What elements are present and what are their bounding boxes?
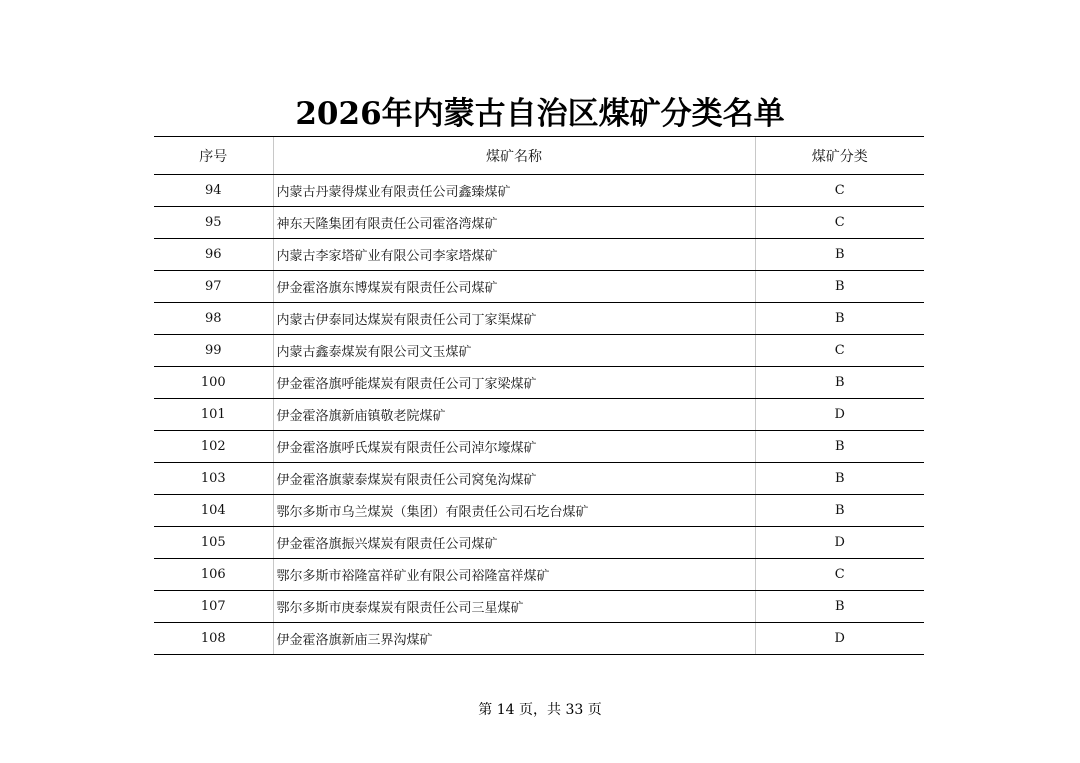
row-number: 99 [154, 335, 273, 367]
mine-classification: B [755, 239, 924, 271]
table-header-row [154, 137, 924, 175]
table-row [154, 207, 924, 239]
mine-classification: B [755, 591, 924, 623]
page-indicator: 第 14 页，共 33 页 [478, 702, 602, 718]
row-number: 106 [154, 559, 273, 591]
row-number: 100 [154, 367, 273, 399]
mine-name: 伊金霍洛旗新庙三界沟煤矿 [273, 623, 755, 655]
table-row [154, 527, 924, 559]
mine-classification: B [755, 367, 924, 399]
mine-classification: C [755, 175, 924, 207]
mine-classification: C [755, 559, 924, 591]
column-header-classification: 煤矿分类 [755, 137, 924, 175]
row-number: 104 [154, 495, 273, 527]
mine-classification: C [755, 207, 924, 239]
mine-name: 内蒙古丹蒙得煤业有限责任公司鑫臻煤矿 [273, 175, 755, 207]
coal-mine-table [154, 136, 924, 655]
page-title: 2026年内蒙古自治区煤矿分类名单 [295, 96, 785, 132]
mine-name: 鄂尔多斯市裕隆富祥矿业有限公司裕隆富祥煤矿 [273, 559, 755, 591]
row-number: 98 [154, 303, 273, 335]
row-number: 107 [154, 591, 273, 623]
mine-name: 内蒙古李家塔矿业有限公司李家塔煤矿 [273, 239, 755, 271]
row-number: 102 [154, 431, 273, 463]
mine-classification: C [755, 335, 924, 367]
mine-name: 伊金霍洛旗呼氏煤炭有限责任公司淖尔壕煤矿 [273, 431, 755, 463]
mine-classification: B [755, 431, 924, 463]
table-row [154, 431, 924, 463]
row-number: 95 [154, 207, 273, 239]
table-row [154, 399, 924, 431]
mine-name: 伊金霍洛旗呼能煤炭有限责任公司丁家梁煤矿 [273, 367, 755, 399]
table-row [154, 271, 924, 303]
row-number: 97 [154, 271, 273, 303]
table-row [154, 239, 924, 271]
table-row [154, 463, 924, 495]
mine-classification: B [755, 271, 924, 303]
table-row [154, 623, 924, 655]
mine-classification: D [755, 623, 924, 655]
mine-name: 伊金霍洛旗新庙镇敬老院煤矿 [273, 399, 755, 431]
mine-name: 伊金霍洛旗东博煤炭有限责任公司煤矿 [273, 271, 755, 303]
mine-name: 鄂尔多斯市庚泰煤炭有限责任公司三星煤矿 [273, 591, 755, 623]
table-row [154, 591, 924, 623]
table-row [154, 175, 924, 207]
row-number: 105 [154, 527, 273, 559]
mine-classification: B [755, 303, 924, 335]
mine-classification: D [755, 527, 924, 559]
table-row [154, 495, 924, 527]
mine-name: 鄂尔多斯市乌兰煤炭（集团）有限责任公司石圪台煤矿 [273, 495, 755, 527]
table-row [154, 303, 924, 335]
page-footer [0, 699, 1080, 719]
row-number: 96 [154, 239, 273, 271]
table-row [154, 559, 924, 591]
table-row [154, 367, 924, 399]
row-number: 108 [154, 623, 273, 655]
row-number: 103 [154, 463, 273, 495]
row-number: 94 [154, 175, 273, 207]
row-number: 101 [154, 399, 273, 431]
mine-name: 伊金霍洛旗蒙泰煤炭有限责任公司窝兔沟煤矿 [273, 463, 755, 495]
mine-name: 神东天隆集团有限责任公司霍洛湾煤矿 [273, 207, 755, 239]
table-row [154, 335, 924, 367]
column-header-name: 煤矿名称 [273, 137, 755, 175]
mine-classification: B [755, 495, 924, 527]
mine-classification: B [755, 463, 924, 495]
column-header-number: 序号 [154, 137, 273, 175]
mine-name: 伊金霍洛旗振兴煤炭有限责任公司煤矿 [273, 527, 755, 559]
mine-name: 内蒙古伊泰同达煤炭有限责任公司丁家渠煤矿 [273, 303, 755, 335]
mine-name: 内蒙古鑫泰煤炭有限公司文玉煤矿 [273, 335, 755, 367]
mine-classification: D [755, 399, 924, 431]
